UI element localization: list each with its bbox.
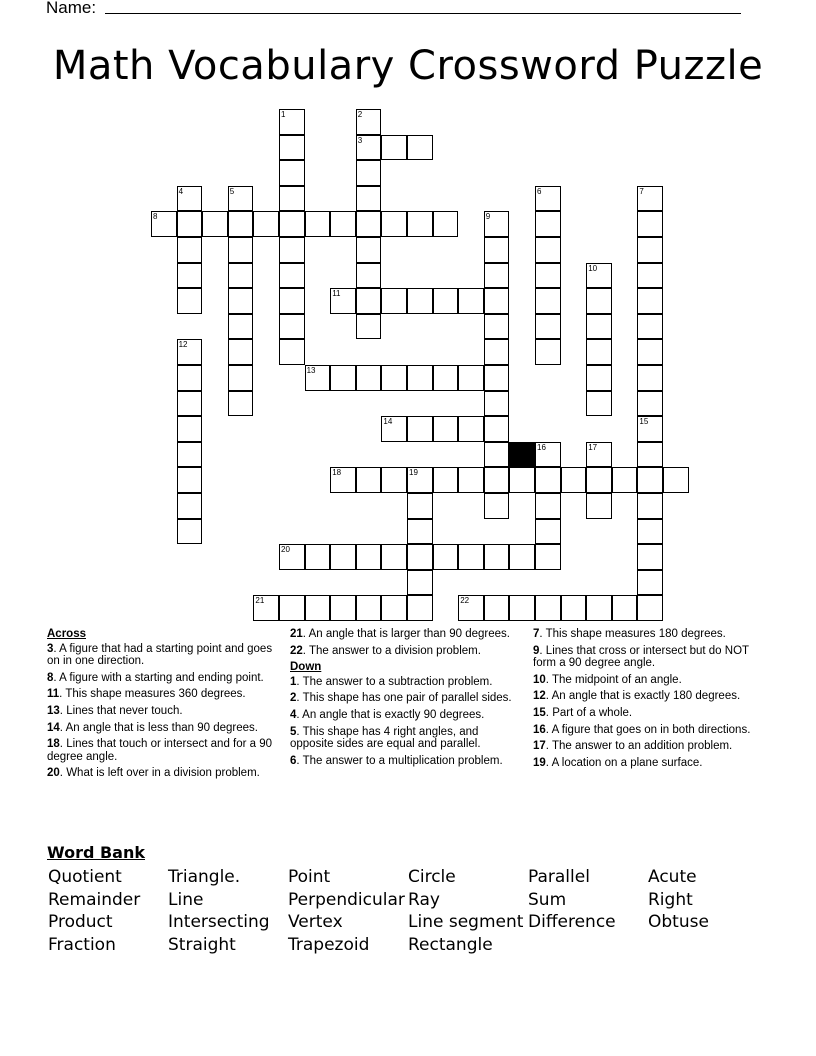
clue-text: The answer to a subtraction problem. bbox=[302, 675, 493, 688]
crossword-cell[interactable] bbox=[356, 467, 382, 493]
clue-across-3: 3. A figure that had a starting point and goes on in one direction. bbox=[47, 642, 273, 668]
crossword-cell[interactable] bbox=[407, 135, 433, 161]
crossword-cell[interactable] bbox=[586, 365, 612, 391]
word-bank-word: Point bbox=[288, 867, 331, 887]
crossword-cell[interactable] bbox=[535, 237, 561, 263]
crossword-cell[interactable] bbox=[279, 544, 305, 570]
crossword-cell[interactable] bbox=[356, 544, 382, 570]
crossword-cell[interactable] bbox=[177, 519, 203, 545]
clue-text: An angle that is larger than 90 degrees. bbox=[308, 628, 510, 640]
crossword-cell[interactable] bbox=[561, 467, 587, 493]
crossword-cell[interactable] bbox=[228, 339, 254, 365]
crossword-cell[interactable] bbox=[228, 365, 254, 391]
crossword-cell[interactable] bbox=[330, 365, 356, 391]
crossword-black-cell bbox=[509, 442, 535, 468]
crossword-cell[interactable] bbox=[253, 595, 279, 621]
crossword-cell[interactable] bbox=[407, 288, 433, 314]
clue-text: Lines that touch or intersect and for a 90 degree angle. bbox=[47, 738, 273, 763]
crossword-cell-number: 4 bbox=[178, 186, 184, 196]
crossword-cell-number: 12 bbox=[178, 340, 188, 350]
crossword-cell[interactable] bbox=[356, 186, 382, 212]
across-heading: Across bbox=[47, 628, 86, 640]
word-bank-word: Trapezoid bbox=[288, 935, 370, 955]
crossword-cell[interactable] bbox=[279, 263, 305, 289]
crossword-cell[interactable] bbox=[535, 467, 561, 493]
crossword-cell[interactable] bbox=[279, 237, 305, 263]
crossword-cell[interactable] bbox=[637, 416, 663, 442]
crossword-cell[interactable] bbox=[279, 109, 305, 135]
word-bank-word: Product bbox=[48, 912, 113, 932]
crossword-cell[interactable] bbox=[535, 519, 561, 545]
crossword-cell[interactable] bbox=[637, 314, 663, 340]
clue-down-4: 4. An angle that is exactly 90 degrees. bbox=[290, 708, 485, 721]
crossword-cell[interactable] bbox=[407, 544, 433, 570]
crossword-cell[interactable] bbox=[177, 339, 203, 365]
clue-text: The answer to an addition problem. bbox=[551, 740, 733, 753]
clue-number: 11 bbox=[47, 688, 60, 701]
crossword-cell[interactable] bbox=[637, 339, 663, 365]
crossword-cell[interactable] bbox=[509, 544, 535, 570]
clue-text: This shape has 4 right angles, and opposite sides are equal and parallel. bbox=[290, 725, 481, 751]
word-bank-title: Word Bank bbox=[47, 843, 146, 862]
clue-number: 9 bbox=[533, 644, 540, 657]
word-bank-word: Quotient bbox=[48, 867, 122, 887]
crossword-cell[interactable] bbox=[433, 211, 459, 237]
clue-number: 8 bbox=[47, 671, 54, 684]
word-bank-word: Right bbox=[648, 890, 693, 910]
page-title: Math Vocabulary Crossword Puzzle bbox=[52, 43, 764, 89]
crossword-cell[interactable] bbox=[663, 467, 689, 493]
crossword-cell[interactable] bbox=[484, 544, 510, 570]
clue-text: A location on a plane surface. bbox=[551, 756, 703, 769]
crossword-cell[interactable] bbox=[279, 135, 305, 161]
crossword-cell[interactable] bbox=[356, 211, 382, 237]
clue-number: 5 bbox=[290, 725, 297, 738]
crossword-cell-number: 14 bbox=[383, 417, 393, 427]
crossword-cell[interactable] bbox=[279, 211, 305, 237]
crossword-cell[interactable] bbox=[433, 467, 459, 493]
crossword-cell[interactable] bbox=[330, 288, 356, 314]
word-bank-word: Vertex bbox=[288, 912, 343, 932]
crossword-cell-number: 22 bbox=[460, 596, 470, 606]
clue-down-16: 16. A figure that goes on in both directions. bbox=[533, 723, 751, 736]
crossword-cell[interactable] bbox=[381, 416, 407, 442]
crossword-cell[interactable] bbox=[458, 365, 484, 391]
word-bank-word: Sum bbox=[528, 890, 567, 910]
crossword-cell[interactable] bbox=[151, 211, 177, 237]
clues-column-1 bbox=[47, 628, 279, 784]
crossword-cell[interactable] bbox=[330, 595, 356, 621]
crossword-cell[interactable] bbox=[381, 365, 407, 391]
crossword-cell[interactable] bbox=[356, 109, 382, 135]
crossword-cell[interactable] bbox=[484, 339, 510, 365]
word-bank-word: Fraction bbox=[48, 935, 116, 955]
crossword-cell[interactable] bbox=[637, 237, 663, 263]
crossword-cell[interactable] bbox=[279, 314, 305, 340]
crossword-cell[interactable] bbox=[381, 135, 407, 161]
clue-down-1: 1. The answer to a subtraction problem. bbox=[290, 675, 493, 688]
crossword-cell[interactable] bbox=[177, 211, 203, 237]
clue-number: 2 bbox=[290, 692, 297, 705]
crossword-cell[interactable] bbox=[253, 211, 279, 237]
crossword-cell[interactable] bbox=[484, 467, 510, 493]
clues-column-2 bbox=[290, 628, 522, 771]
word-bank-word: Obtuse bbox=[648, 912, 709, 932]
crossword-cell[interactable] bbox=[637, 211, 663, 237]
crossword-cell[interactable] bbox=[407, 416, 433, 442]
word-bank-word: Perpendicular bbox=[288, 890, 405, 910]
clue-text: What is left over in a division problem. bbox=[66, 767, 260, 780]
crossword-cell[interactable] bbox=[305, 544, 331, 570]
crossword-cell[interactable] bbox=[279, 595, 305, 621]
crossword-cell-number: 7 bbox=[639, 186, 644, 196]
crossword-cell[interactable] bbox=[228, 263, 254, 289]
crossword-cell-number: 2 bbox=[357, 110, 363, 119]
crossword-cell[interactable] bbox=[356, 288, 382, 314]
crossword-cell[interactable] bbox=[228, 314, 254, 340]
crossword-cell[interactable] bbox=[407, 365, 433, 391]
crossword-cell[interactable] bbox=[381, 595, 407, 621]
clue-down-19: 19. A location on a plane surface. bbox=[533, 756, 703, 769]
crossword-cell[interactable] bbox=[279, 160, 305, 186]
clue-down-12: 12. An angle that is exactly 180 degrees. bbox=[533, 690, 741, 703]
crossword-cell[interactable] bbox=[305, 365, 331, 391]
crossword-cell[interactable] bbox=[356, 314, 382, 340]
crossword-cell[interactable] bbox=[637, 391, 663, 417]
crossword-cell-number: 20 bbox=[281, 545, 290, 555]
crossword-cell-number: 19 bbox=[409, 468, 418, 478]
clues-column-3 bbox=[533, 628, 765, 773]
clue-number: 3 bbox=[47, 642, 54, 655]
crossword-cell[interactable] bbox=[228, 186, 254, 212]
crossword-cell-number: 9 bbox=[485, 212, 491, 222]
crossword-cell[interactable] bbox=[381, 544, 407, 570]
clue-number: 19 bbox=[533, 756, 546, 769]
crossword-cell[interactable] bbox=[535, 493, 561, 519]
clue-number: 16 bbox=[533, 723, 546, 736]
clue-down-5: 5. This shape has 4 right angles, and opposite sides are equal and parallel. bbox=[290, 725, 481, 751]
clue-number: 17 bbox=[533, 740, 546, 753]
clue-number: 13 bbox=[47, 704, 60, 717]
clue-across-18: 18. Lines that touch or intersect and for a 90 degree angle. bbox=[47, 738, 273, 763]
clue-across-11: 11. This shape measures 360 degrees. bbox=[47, 688, 246, 701]
clue-down-17: 17. The answer to an addition problem. bbox=[533, 740, 733, 753]
crossword-cell[interactable] bbox=[458, 467, 484, 493]
crossword-cell[interactable] bbox=[458, 288, 484, 314]
crossword-cell[interactable] bbox=[433, 288, 459, 314]
crossword-cell[interactable] bbox=[228, 237, 254, 263]
crossword-cell[interactable] bbox=[535, 186, 561, 212]
clue-down-6: 6. The answer to a multiplication problem. bbox=[290, 754, 503, 767]
clue-text: This shape measures 360 degrees. bbox=[65, 688, 246, 701]
crossword-cell[interactable] bbox=[356, 365, 382, 391]
clue-text: An angle that is exactly 180 degrees. bbox=[551, 690, 741, 703]
crossword-cell[interactable] bbox=[509, 595, 535, 621]
crossword-cell[interactable] bbox=[330, 544, 356, 570]
word-bank-word: Straight bbox=[168, 935, 236, 955]
crossword-cell[interactable] bbox=[535, 442, 561, 468]
crossword-cell[interactable] bbox=[177, 442, 203, 468]
crossword-cell[interactable] bbox=[381, 211, 407, 237]
crossword-cell[interactable] bbox=[330, 211, 356, 237]
crossword-cell[interactable] bbox=[407, 211, 433, 237]
crossword-cell[interactable] bbox=[458, 544, 484, 570]
clue-text: A figure that goes on in both directions. bbox=[551, 723, 751, 736]
clue-number: 4 bbox=[290, 708, 297, 721]
crossword-cell[interactable] bbox=[637, 442, 663, 468]
clue-text: An angle that is less than 90 degrees. bbox=[65, 721, 258, 734]
crossword-cell-number: 18 bbox=[332, 468, 342, 478]
clue-text: This shape has one pair of parallel sides. bbox=[302, 692, 512, 705]
clue-number: 7 bbox=[533, 628, 540, 640]
clue-text: An angle that is exactly 90 degrees. bbox=[302, 708, 485, 721]
crossword-cell[interactable] bbox=[637, 519, 663, 545]
crossword-cell-number: 11 bbox=[332, 289, 341, 299]
clue-number: 10 bbox=[533, 673, 546, 686]
crossword-cell[interactable] bbox=[484, 442, 510, 468]
crossword-cell[interactable] bbox=[356, 595, 382, 621]
crossword-cell[interactable] bbox=[305, 595, 331, 621]
crossword-cell[interactable] bbox=[356, 237, 382, 263]
crossword-cell[interactable] bbox=[535, 314, 561, 340]
crossword-cell[interactable] bbox=[484, 288, 510, 314]
crossword-cell[interactable] bbox=[637, 263, 663, 289]
crossword-cell-number: 1 bbox=[281, 110, 286, 119]
clue-text: Part of a whole. bbox=[552, 706, 633, 719]
crossword-cell-number: 6 bbox=[537, 186, 542, 196]
crossword-cell[interactable] bbox=[279, 186, 305, 212]
clue-across-21: 21. An angle that is larger than 90 degrees. bbox=[290, 628, 510, 640]
crossword-cell[interactable] bbox=[177, 365, 203, 391]
crossword-cell[interactable] bbox=[228, 288, 254, 314]
word-bank-word: Circle bbox=[408, 867, 456, 887]
word-bank-word: Line segment bbox=[408, 912, 524, 932]
word-bank-word: Rectangle bbox=[408, 935, 493, 955]
clue-number: 14 bbox=[47, 721, 60, 734]
clue-text: Lines that cross or intersect but do NOT form a 90 degree angle. bbox=[533, 644, 749, 670]
crossword-cell[interactable] bbox=[381, 288, 407, 314]
crossword-cell[interactable] bbox=[330, 467, 356, 493]
crossword-cell[interactable] bbox=[356, 263, 382, 289]
word-bank-word: Triangle. bbox=[168, 867, 241, 887]
crossword-cell[interactable] bbox=[535, 288, 561, 314]
crossword-cell[interactable] bbox=[637, 186, 663, 212]
word-bank-word: Remainder bbox=[48, 890, 141, 910]
crossword-cell[interactable] bbox=[637, 570, 663, 596]
crossword-cell[interactable] bbox=[535, 211, 561, 237]
clue-number: 15 bbox=[533, 706, 546, 719]
clue-text: A figure that had a starting point and goes on in one direction. bbox=[47, 642, 273, 668]
crossword-cell[interactable] bbox=[228, 391, 254, 417]
crossword-cell[interactable] bbox=[177, 263, 203, 289]
name-label: Name: bbox=[46, 0, 101, 17]
crossword-cell[interactable] bbox=[458, 595, 484, 621]
crossword-cell[interactable] bbox=[586, 467, 612, 493]
crossword-cell[interactable] bbox=[586, 391, 612, 417]
word-bank-word: Intersecting bbox=[168, 912, 270, 932]
crossword-cell[interactable] bbox=[177, 186, 203, 212]
crossword-cell[interactable] bbox=[484, 314, 510, 340]
crossword-cell[interactable] bbox=[637, 595, 663, 621]
crossword-cell[interactable] bbox=[484, 237, 510, 263]
clue-text: Lines that never touch. bbox=[66, 704, 183, 717]
crossword-cell[interactable] bbox=[612, 595, 638, 621]
crossword-cell[interactable] bbox=[458, 416, 484, 442]
crossword-cell-number: 3 bbox=[357, 135, 363, 145]
crossword-cell[interactable] bbox=[177, 237, 203, 263]
crossword-cell[interactable] bbox=[586, 595, 612, 621]
crossword-cell[interactable] bbox=[586, 314, 612, 340]
clue-text: A figure with a starting and ending point. bbox=[59, 671, 264, 684]
clue-number: 20 bbox=[47, 767, 60, 780]
crossword-cell[interactable] bbox=[509, 467, 535, 493]
crossword-cell[interactable] bbox=[279, 288, 305, 314]
clue-down-7: 7. This shape measures 180 degrees. bbox=[533, 628, 726, 640]
clue-number: 18 bbox=[47, 738, 60, 751]
crossword-cell[interactable] bbox=[407, 467, 433, 493]
clue-text: The answer to a division problem. bbox=[308, 644, 481, 657]
clue-text: The midpoint of an angle. bbox=[551, 673, 682, 686]
word-bank-word: Parallel bbox=[528, 867, 590, 887]
crossword-cell-number: 21 bbox=[255, 596, 265, 606]
crossword-cell[interactable] bbox=[586, 339, 612, 365]
crossword-cell[interactable] bbox=[484, 391, 510, 417]
crossword-cell[interactable] bbox=[484, 365, 510, 391]
clue-number: 21 bbox=[290, 628, 303, 640]
crossword-cell[interactable] bbox=[279, 339, 305, 365]
crossword-cell[interactable] bbox=[381, 467, 407, 493]
crossword-cell[interactable] bbox=[356, 135, 382, 161]
crossword-cell-number: 5 bbox=[229, 186, 235, 196]
crossword-cell-number: 10 bbox=[588, 263, 598, 273]
word-bank-word: Ray bbox=[408, 890, 440, 910]
crossword-cell[interactable] bbox=[177, 391, 203, 417]
crossword-cell[interactable] bbox=[637, 365, 663, 391]
word-bank-word: Difference bbox=[528, 912, 616, 932]
clue-number: 6 bbox=[290, 754, 297, 767]
crossword-cell[interactable] bbox=[561, 595, 587, 621]
clue-down-10: 10. The midpoint of an angle. bbox=[533, 673, 682, 686]
clue-number: 12 bbox=[533, 690, 546, 703]
crossword-cell[interactable] bbox=[484, 263, 510, 289]
clue-across-22: 22. The answer to a division problem. bbox=[290, 644, 481, 657]
crossword-cell[interactable] bbox=[535, 339, 561, 365]
crossword-cell-number: 8 bbox=[153, 212, 158, 222]
crossword-cell-number: 16 bbox=[537, 442, 546, 452]
crossword-cell-number: 17 bbox=[588, 442, 598, 452]
crossword-cell[interactable] bbox=[407, 519, 433, 545]
crossword-cell[interactable] bbox=[637, 288, 663, 314]
crossword-cell[interactable] bbox=[637, 467, 663, 493]
crossword-cell[interactable] bbox=[484, 416, 510, 442]
crossword-cell[interactable] bbox=[407, 570, 433, 596]
crossword-cell[interactable] bbox=[177, 416, 203, 442]
word-bank-word: Line bbox=[168, 890, 204, 910]
clue-down-2: 2. This shape has one pair of parallel sides. bbox=[290, 692, 512, 705]
crossword-cell[interactable] bbox=[177, 288, 203, 314]
crossword-cell[interactable] bbox=[407, 595, 433, 621]
crossword-cell[interactable] bbox=[586, 442, 612, 468]
crossword-cell[interactable] bbox=[637, 544, 663, 570]
clue-across-8: 8. A figure with a starting and ending point. bbox=[47, 671, 264, 684]
crossword-cell[interactable] bbox=[305, 211, 331, 237]
crossword-cell[interactable] bbox=[484, 493, 510, 519]
clue-number: 22 bbox=[290, 644, 303, 657]
crossword-cell[interactable] bbox=[586, 288, 612, 314]
clue-text: This shape measures 180 degrees. bbox=[545, 628, 726, 640]
clue-number: 1 bbox=[290, 675, 297, 688]
crossword-cell[interactable] bbox=[433, 544, 459, 570]
down-heading: Down bbox=[290, 661, 322, 674]
crossword-cell[interactable] bbox=[228, 211, 254, 237]
clue-across-13: 13. Lines that never touch. bbox=[47, 704, 183, 717]
crossword-cell[interactable] bbox=[535, 263, 561, 289]
crossword-cell[interactable] bbox=[586, 263, 612, 289]
crossword-cell[interactable] bbox=[407, 493, 433, 519]
word-bank-word: Acute bbox=[648, 867, 697, 887]
clue-down-15: 15. Part of a whole. bbox=[533, 706, 633, 719]
clue-across-20: 20. What is left over in a division problem. bbox=[47, 767, 260, 780]
clue-across-14: 14. An angle that is less than 90 degrees. bbox=[47, 721, 258, 734]
crossword-cell-number: 15 bbox=[639, 417, 649, 427]
crossword-cell[interactable] bbox=[433, 416, 459, 442]
crossword-cell[interactable] bbox=[535, 595, 561, 621]
crossword-cell[interactable] bbox=[612, 467, 638, 493]
crossword-cell[interactable] bbox=[177, 467, 203, 493]
crossword-cell[interactable] bbox=[177, 493, 203, 519]
clue-down-9: 9. Lines that cross or intersect but do NOT form a 90 degree angle. bbox=[533, 644, 749, 670]
crossword-cell[interactable] bbox=[535, 544, 561, 570]
crossword-cell-number: 13 bbox=[306, 366, 316, 375]
crossword-cell[interactable] bbox=[433, 365, 459, 391]
crossword-cell[interactable] bbox=[484, 595, 510, 621]
crossword-cell[interactable] bbox=[586, 493, 612, 519]
crossword-cell[interactable] bbox=[202, 211, 228, 237]
clue-text: The answer to a multiplication problem. bbox=[302, 754, 503, 767]
crossword-cell[interactable] bbox=[484, 211, 510, 237]
crossword-cell[interactable] bbox=[637, 493, 663, 519]
crossword-cell[interactable] bbox=[356, 160, 382, 186]
